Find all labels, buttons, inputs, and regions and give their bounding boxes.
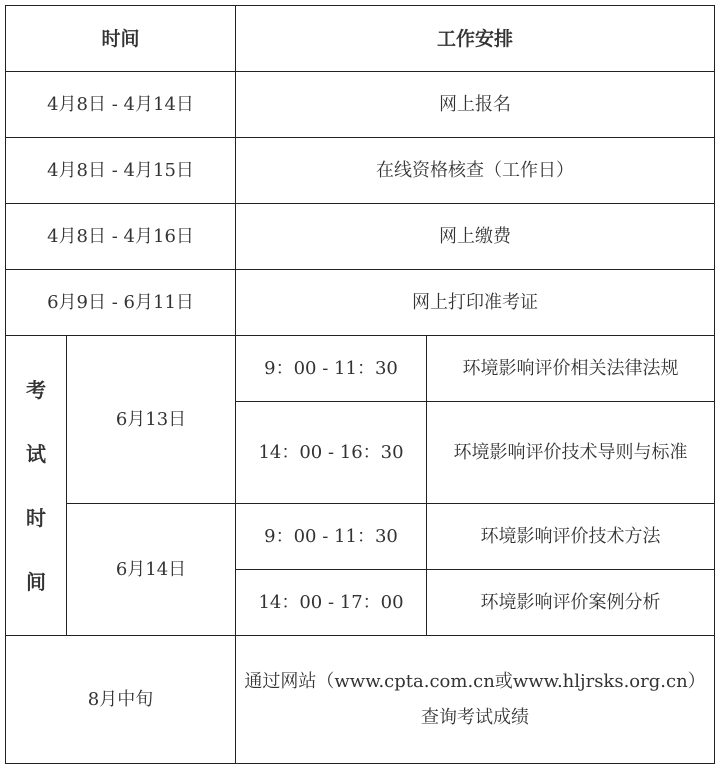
exam-label-char: 时	[26, 505, 46, 530]
row-time: 4月8日 - 4月15日	[6, 138, 236, 204]
session-subject: 环境影响评价技术方法	[427, 504, 715, 570]
row-task: 在线资格核查（工作日）	[236, 138, 715, 204]
row-task: 网上缴费	[236, 204, 715, 270]
row-time: 4月8日 - 4月16日	[6, 204, 236, 270]
results-text: 通过网站（www.cpta.com.cn或www.hljrsks.org.cn）查询考试成绩	[236, 636, 715, 764]
exam-date: 6月14日	[67, 504, 236, 636]
exam-label-char: 试	[26, 441, 46, 466]
table-row	[6, 138, 715, 204]
row-time: 6月9日 - 6月11日	[6, 270, 236, 336]
row-task: 网上打印准考证	[236, 270, 715, 336]
header-time: 时间	[6, 6, 236, 72]
exam-session-row	[6, 336, 715, 402]
session-time: 14：00 - 17：00	[236, 570, 427, 636]
session-subject: 环境影响评价相关法律法规	[427, 336, 715, 402]
session-time: 9：00 - 11：30	[236, 336, 427, 402]
exam-label-char: 考	[26, 377, 46, 402]
exam-date: 6月13日	[67, 336, 236, 504]
exam-time-label	[6, 336, 67, 636]
table-row	[6, 204, 715, 270]
row-time: 4月8日 - 4月14日	[6, 72, 236, 138]
exam-schedule-table	[5, 5, 715, 764]
table-row	[6, 72, 715, 138]
session-time: 14：00 - 16：30	[236, 402, 427, 504]
exam-session-row	[6, 504, 715, 570]
session-time: 9：00 - 11：30	[236, 504, 427, 570]
table-row	[6, 270, 715, 336]
results-row	[6, 636, 715, 764]
header-arrangement: 工作安排	[236, 6, 715, 72]
session-subject: 环境影响评价技术导则与标准	[427, 402, 715, 504]
session-subject: 环境影响评价案例分析	[427, 570, 715, 636]
row-task: 网上报名	[236, 72, 715, 138]
exam-label-char: 间	[26, 569, 46, 594]
results-time: 8月中旬	[6, 636, 236, 764]
header-row	[6, 6, 715, 72]
